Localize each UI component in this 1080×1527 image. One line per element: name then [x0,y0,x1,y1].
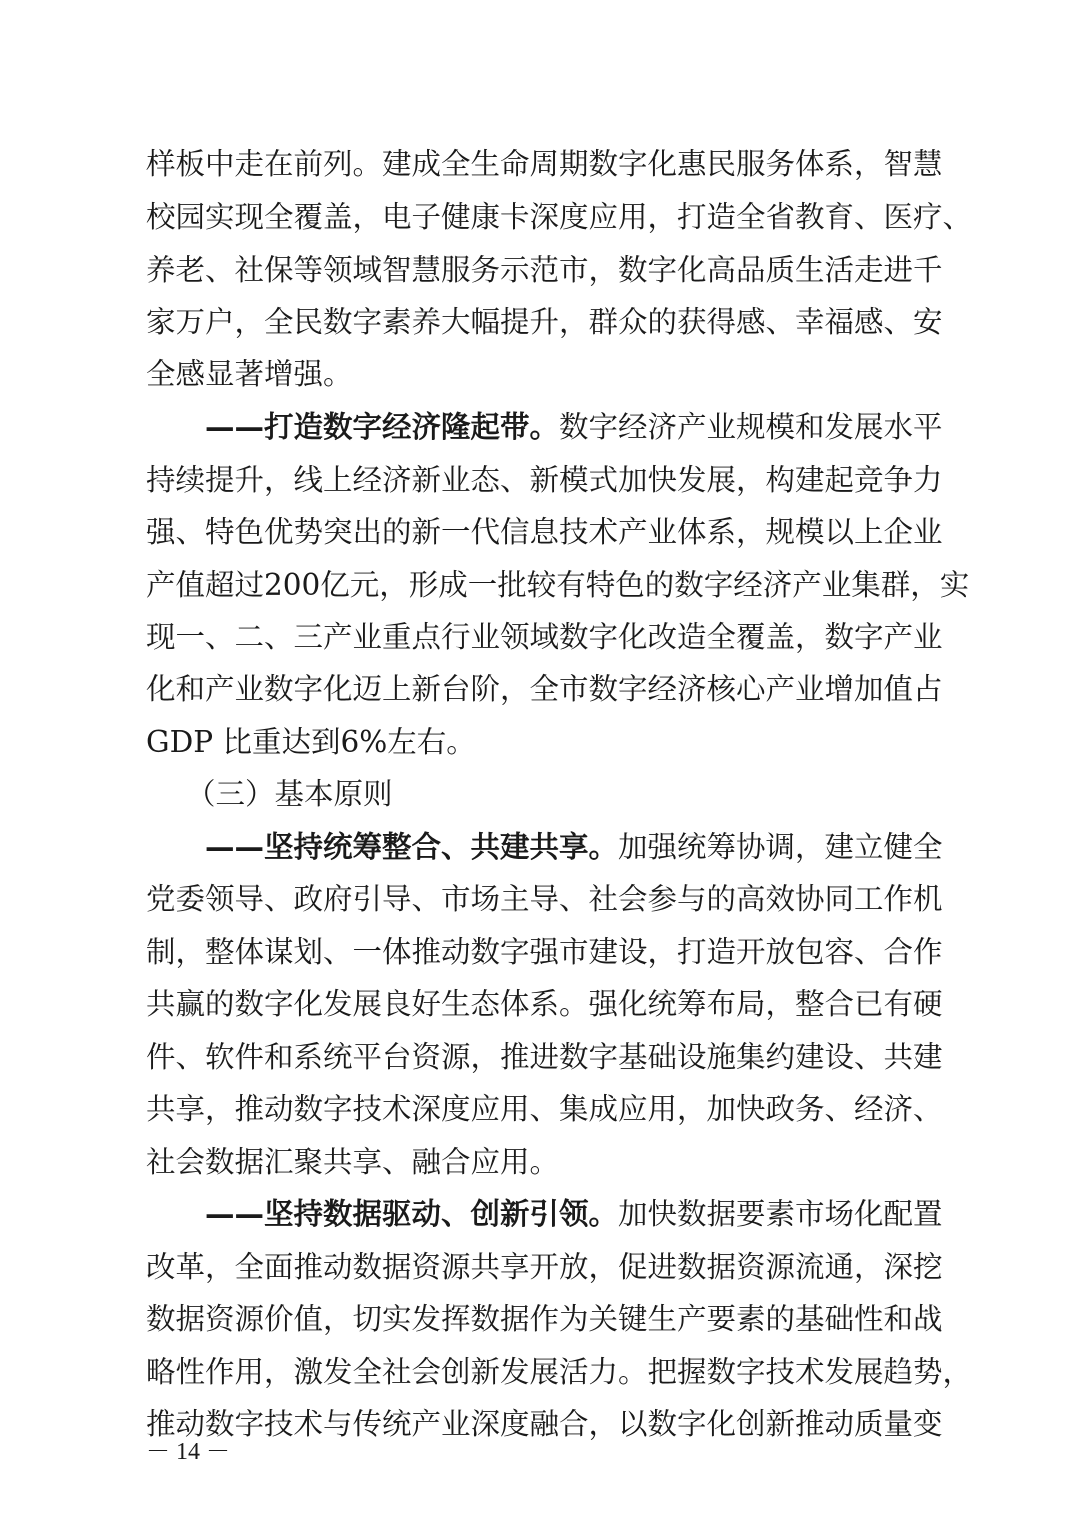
text-line: 制，整体谋划、一体推动数字强市建设，打造开放包容、合作 [146,935,943,969]
text-line: 数据资源价值，切实发挥数据作为关键生产要素的基础性和战 [146,1302,943,1336]
paragraph-heading: ——打造数字经济隆起带。 [205,410,560,444]
page-number: － 14 － [146,1439,230,1465]
paragraph-text: 数字经济产业规模和发展水平 [559,410,943,444]
text-line: GDP 比重达到6%左右。 [146,725,476,759]
paragraph-heading: ——坚持数据驱动、创新引领。 [205,1197,619,1231]
text-line: 样板中走在前列。建成全生命周期数字化惠民服务体系，智慧 [146,147,943,181]
text-line: 件、软件和系统平台资源，推进数字基础设施集约建设、共建 [146,1040,943,1074]
text-line: 产值超过200亿元，形成一批较有特色的数字经济产业集群，实 [146,568,970,602]
text-line: 家万户，全民数字素养大幅提升，群众的获得感、幸福感、安 [146,305,943,339]
text-line: 改革，全面推动数据资源共享开放，促进数据资源流通，深挖 [146,1250,943,1284]
text-line: 社会数据汇聚共享、融合应用。 [146,1145,560,1179]
text-line: 党委领导、政府引导、市场主导、社会参与的高效协同工作机 [146,882,943,916]
text-line: 略性作用，激发全社会创新发展活力。把握数字技术发展趋势， [146,1355,973,1389]
paragraph-first-line [205,1188,943,1240]
text-line: 推动数字技术与传统产业深度融合，以数字化创新推动质量变 [146,1407,943,1441]
text-line: 校园实现全覆盖，电子健康卡深度应用，打造全省教育、医疗、 [146,200,973,234]
text-line: 养老、社保等领域智慧服务示范市，数字化高品质生活走进千 [146,253,943,287]
paragraph-text: 加强统筹协调，建立健全 [618,830,943,864]
text-line: 持续提升，线上经济新业态、新模式加快发展，构建起竞争力 [146,463,943,497]
text-line: 共赢的数字化发展良好生态体系。强化统筹布局，整合已有硬 [146,987,943,1021]
paragraph-heading: ——坚持统筹整合、共建共享。 [205,830,619,864]
paragraph-first-line [205,821,943,873]
text-line: 现一、二、三产业重点行业领域数字化改造全覆盖，数字产业 [146,620,943,654]
text-line: 强、特色优势突出的新一代信息技术产业体系，规模以上企业 [146,515,943,549]
text-line: 化和产业数字化迈上新台阶，全市数字经济核心产业增加值占 [146,672,943,706]
paragraph-text: 加快数据要素市场化配置 [618,1197,943,1231]
paragraph-first-line [205,401,943,453]
text-line: 共享，推动数字技术深度应用、集成应用，加快政务、经济、 [146,1092,943,1126]
text-line: 全感显著增强。 [146,357,353,391]
section-title: （三）基本原则 [186,777,393,811]
